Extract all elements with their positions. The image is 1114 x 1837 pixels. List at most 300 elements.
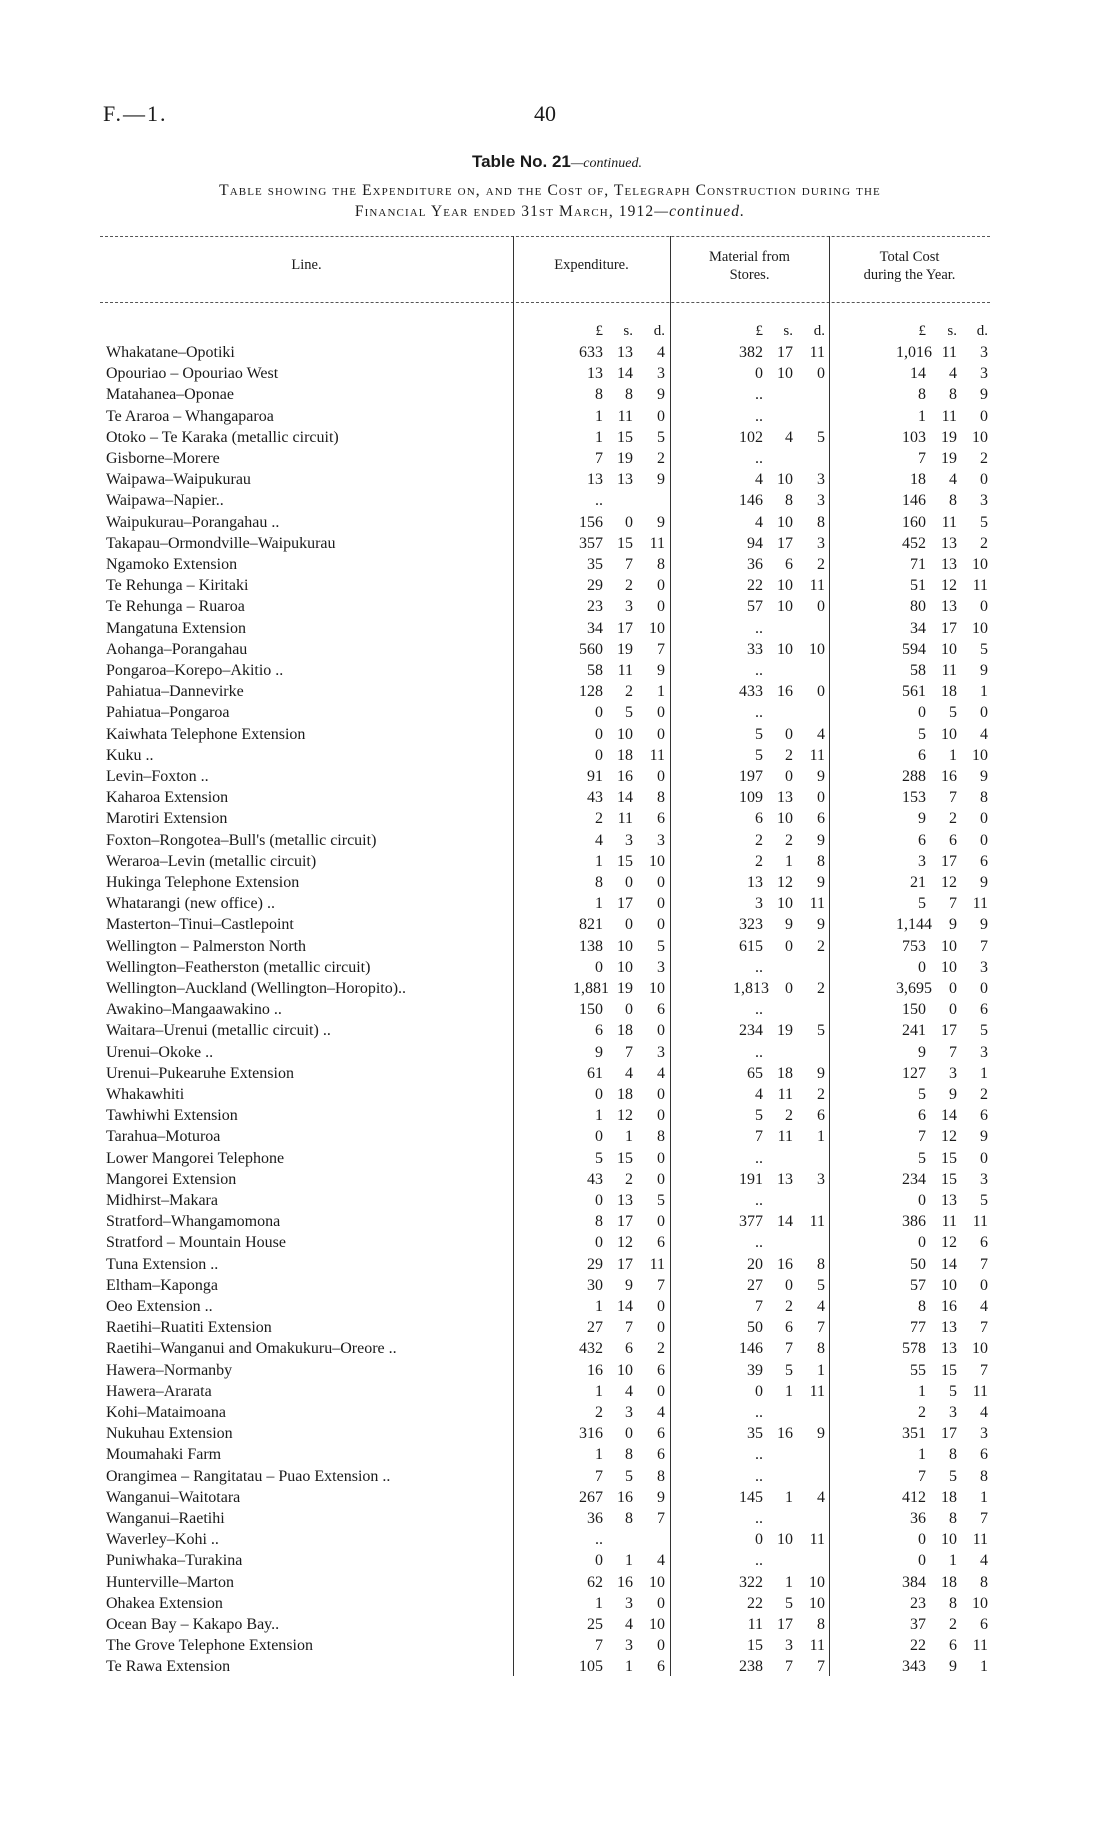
material-pounds: ..	[755, 1552, 763, 1570]
total-pence: 0	[980, 980, 988, 997]
material-pence: 11	[809, 1382, 825, 1400]
expenditure-shillings: 5	[625, 1467, 633, 1485]
total-pence: 1	[980, 1488, 988, 1506]
material-pence: 5	[817, 428, 825, 446]
line-name: Hawera–Ararata	[106, 1382, 212, 1400]
material-shillings: 19	[777, 1022, 793, 1040]
total-pence: 0	[980, 407, 988, 425]
line-name: Pongaroa–Korepo–Akitio ..	[106, 662, 284, 679]
total-pence: 0	[980, 704, 988, 722]
expenditure-shillings: 3	[625, 1404, 633, 1421]
expenditure-shillings: 3	[625, 598, 633, 616]
material-pounds: 4	[755, 513, 763, 531]
material-pounds: 145	[739, 1488, 763, 1506]
expenditure-pounds: 0	[595, 1234, 603, 1252]
line-name: Ngamoko Extension	[106, 556, 238, 573]
expenditure-pounds: 1	[595, 428, 603, 446]
table-row	[0, 596, 1114, 617]
material-shillings: 1	[785, 1573, 793, 1591]
material-shillings: 9	[785, 916, 793, 934]
material-pence: 10	[809, 1573, 825, 1591]
expenditure-pounds: 1	[595, 895, 603, 913]
table-row	[0, 639, 1114, 660]
total-pence: 9	[980, 916, 988, 934]
material-pounds: 39	[747, 1361, 763, 1379]
expenditure-shillings: 0	[625, 1425, 633, 1443]
table-row	[0, 872, 1114, 893]
page-number: 40	[534, 101, 556, 126]
total-pence: 6	[980, 1616, 988, 1633]
line-name: Midhirst–Makara	[106, 1192, 218, 1209]
line-name: Wellington – Palmerston North	[106, 937, 307, 955]
total-pence: 4	[980, 1552, 988, 1570]
expenditure-shillings: 15	[617, 1149, 633, 1167]
table-row	[0, 490, 1114, 511]
material-shillings: 4	[785, 428, 793, 446]
total-shillings: 13	[941, 1340, 957, 1358]
expenditure-shillings: 4	[625, 1616, 633, 1633]
material-pounds: 0	[755, 1531, 763, 1549]
total-shillings: 2	[949, 1616, 957, 1633]
material-pounds: 191	[739, 1170, 763, 1188]
table-row	[0, 745, 1114, 766]
table-row	[0, 406, 1114, 427]
material-pence: 7	[817, 1658, 825, 1676]
expenditure-pounds: 35	[587, 556, 603, 573]
expenditure-shillings: 2	[625, 1170, 633, 1188]
expenditure-pence: 10	[649, 619, 665, 637]
expenditure-pounds: 9	[595, 1043, 603, 1061]
expenditure-shillings: 15	[617, 534, 633, 552]
total-pence: 6	[980, 1446, 988, 1464]
material-pounds: 50	[747, 1319, 763, 1337]
total-pounds: 160	[902, 513, 926, 531]
total-pounds: 3,695	[896, 980, 932, 997]
expenditure-shillings: 14	[617, 1298, 633, 1315]
material-shillings: 10	[777, 513, 793, 531]
header-bottom-rule	[100, 302, 990, 303]
total-pence: 5	[980, 1192, 988, 1209]
expenditure-shillings: 9	[625, 1276, 633, 1294]
material-pounds: 20	[747, 1255, 763, 1273]
expenditure-pence: 2	[657, 1340, 665, 1358]
expenditure-shillings: 2	[625, 577, 633, 595]
line-name: Whakawhiti	[106, 1086, 185, 1103]
total-shillings: 12	[941, 577, 957, 595]
total-header-line-1: Total Cost	[879, 249, 940, 265]
total-shillings: 15	[941, 1149, 957, 1167]
line-name: Raetihi–Ruatiti Extension	[106, 1319, 272, 1337]
expenditure-shillings: 18	[617, 1022, 633, 1040]
total-pence: 0	[980, 471, 988, 489]
total-pence: 3	[980, 344, 988, 361]
total-header-line-2: during the Year.	[863, 267, 956, 283]
material-pounds: 382	[739, 344, 763, 361]
line-name: Orangimea – Rangitatau – Puao Extension ..	[106, 1467, 391, 1485]
material-pounds: 323	[739, 916, 763, 934]
line-name: Eltham–Kaponga	[106, 1276, 218, 1294]
total-shillings: 8	[949, 1510, 957, 1527]
table-row	[0, 618, 1114, 639]
expenditure-shillings: 1	[625, 1128, 633, 1146]
expenditure-shillings: 0	[625, 916, 633, 934]
material-pence: 0	[817, 365, 825, 383]
expenditure-shillings: 17	[617, 1255, 633, 1273]
material-pence: 11	[809, 895, 825, 913]
material-shillings: 10	[777, 577, 793, 595]
material-pounds: 7	[755, 1128, 763, 1146]
expenditure-shillings: 17	[617, 619, 633, 637]
total-shillings: 19	[941, 428, 957, 446]
expenditure-shillings: 5	[625, 704, 633, 722]
line-name: Oeo Extension ..	[106, 1298, 213, 1315]
material-shillings: 17	[777, 534, 793, 552]
material-shillings: 17	[777, 1616, 793, 1633]
total-pence: 4	[980, 1404, 988, 1421]
expenditure-pence: 10	[649, 852, 665, 870]
material-pounds: ..	[755, 1234, 763, 1252]
expenditure-pence: 4	[657, 1552, 665, 1570]
total-shillings: 6	[949, 1637, 957, 1655]
material-shillings: 5	[785, 1361, 793, 1379]
material-shillings: 10	[777, 640, 793, 658]
table-row	[0, 363, 1114, 384]
total-shillings: 17	[941, 852, 957, 870]
total-pounds: 23	[910, 1594, 926, 1612]
line-name: Weraroa–Levin (metallic circuit)	[106, 852, 317, 870]
table-row	[0, 1550, 1114, 1571]
expenditure-pounds: 43	[587, 1170, 603, 1188]
expenditure-pence: 0	[657, 577, 665, 595]
expenditure-shillings: 13	[617, 471, 633, 489]
expenditure-shillings: 7	[625, 556, 633, 573]
total-pence: 2	[980, 450, 988, 467]
material-pence: 11	[809, 1531, 825, 1549]
expenditure-pence: 6	[657, 1234, 665, 1252]
material-pounds: 0	[755, 1382, 763, 1400]
material-shillings: 3	[785, 1637, 793, 1655]
total-shillings: 5	[949, 704, 957, 722]
material-shillings: 11	[777, 1128, 793, 1146]
material-pounds: 2	[755, 852, 763, 870]
expenditure-pence: 0	[657, 916, 665, 934]
expenditure-shillings: 18	[617, 746, 633, 764]
line-name: Urenui–Pukearuhe Extension	[106, 1064, 294, 1082]
expenditure-pence: 0	[657, 407, 665, 425]
line-name: Whakatane–Opotiki	[106, 344, 235, 361]
total-pence: 8	[980, 1573, 988, 1591]
expenditure-shillings: 6	[625, 1340, 633, 1358]
material-pounds: 615	[739, 937, 763, 955]
line-name: Ohakea Extension	[106, 1594, 223, 1612]
expenditure-shillings: 16	[617, 768, 633, 785]
expenditure-pence: 3	[657, 1043, 665, 1061]
total-pounds: 0	[918, 704, 926, 722]
material-pence: 2	[817, 980, 825, 997]
material-shillings: 10	[777, 810, 793, 828]
line-name: Takapau–Ormondville–Waipukurau	[106, 534, 336, 552]
total-pounds: 9	[918, 810, 926, 828]
material-pence: 3	[817, 471, 825, 489]
total-pounds: 14	[910, 365, 926, 383]
material-pounds: ..	[755, 1467, 763, 1485]
expenditure-pence: 0	[657, 1298, 665, 1315]
material-pounds: ..	[755, 1001, 763, 1019]
material-pounds: ..	[755, 619, 763, 637]
table-row	[0, 1190, 1114, 1211]
expenditure-pounds: 105	[579, 1658, 603, 1676]
material-pence: 3	[817, 1170, 825, 1188]
line-name: Wellington–Auckland (Wellington–Horopito)..	[106, 980, 407, 997]
total-shillings: 16	[941, 768, 957, 785]
total-pounds: 5	[918, 1086, 926, 1103]
table-row	[0, 384, 1114, 405]
material-pounds: 22	[747, 577, 763, 595]
total-pounds: 8	[918, 386, 926, 404]
expenditure-pence: 1	[657, 683, 665, 701]
table-row	[0, 427, 1114, 448]
material-pence: 11	[809, 1213, 825, 1231]
material-pence: 11	[809, 1637, 825, 1655]
total-pounds: 3	[918, 852, 926, 870]
expenditure-pence: 10	[649, 980, 665, 997]
total-pounds: 1	[918, 407, 926, 425]
total-pounds: 18	[910, 471, 926, 489]
table-row	[0, 808, 1114, 829]
total-shillings: 10	[941, 1531, 957, 1549]
total-shillings: 1	[949, 746, 957, 764]
material-pounds: 13	[747, 874, 763, 891]
material-pence: 9	[817, 831, 825, 849]
total-shillings: 11	[941, 513, 957, 531]
material-pence: 7	[817, 1319, 825, 1337]
material-shillings: 16	[777, 1255, 793, 1273]
material-pounds: 35	[747, 1425, 763, 1443]
expenditure-pounds: 1	[595, 1107, 603, 1125]
material-pounds: 433	[739, 683, 763, 701]
total-pence: 10	[972, 428, 988, 446]
material-shillings: 11	[777, 1086, 793, 1103]
table-row	[0, 575, 1114, 596]
expenditure-pounds: 357	[579, 534, 603, 552]
material-pounds: 11	[747, 1616, 763, 1633]
table-row	[0, 448, 1114, 469]
material-pence: 9	[817, 1425, 825, 1443]
total-shillings: 12	[941, 874, 957, 891]
total-shillings: 11	[941, 662, 957, 679]
expenditure-pence: 0	[657, 1213, 665, 1231]
total-shillings: 11	[941, 1213, 957, 1231]
total-pounds: 71	[910, 556, 926, 573]
table-row	[0, 1402, 1114, 1423]
expenditure-pence: 8	[657, 556, 665, 573]
expenditure-shillings: 13	[617, 1192, 633, 1209]
expenditure-pence: 0	[657, 598, 665, 616]
column-header-line: Line.	[291, 257, 322, 273]
total-shillings: 4	[949, 471, 957, 489]
table-top-rule	[100, 236, 990, 237]
subtitle-line-2-text: Financial Year ended 31st March, 1912	[354, 203, 655, 220]
line-name: Nukuhau Extension	[106, 1425, 233, 1443]
total-pence: 5	[980, 1022, 988, 1040]
line-name: Otoko – Te Karaka (metallic circuit)	[106, 428, 339, 446]
expenditure-pounds: 27	[587, 1319, 603, 1337]
expenditure-pounds: 8	[595, 874, 603, 891]
material-pence: 2	[817, 556, 825, 573]
total-pence: 10	[972, 746, 988, 764]
expenditure-pounds: 138	[579, 937, 603, 955]
total-pounds: 36	[910, 1510, 926, 1527]
material-shillings: 13	[777, 1170, 793, 1188]
expenditure-shillings: 19	[617, 640, 633, 658]
total-pence: 6	[980, 1001, 988, 1019]
line-name: The Grove Telephone Extension	[106, 1637, 313, 1655]
material-shillings: 14	[777, 1213, 793, 1231]
material-shillings: 2	[785, 831, 793, 849]
total-shillings: 13	[941, 1319, 957, 1337]
total-shillings: 3	[949, 1404, 957, 1421]
total-pounds: 21	[910, 874, 926, 891]
total-pence: 4	[980, 1298, 988, 1315]
expenditure-pounds: 5	[595, 1149, 603, 1167]
table-row	[0, 999, 1114, 1020]
expenditure-pounds: 560	[579, 640, 603, 658]
material-shillings: 0	[785, 768, 793, 785]
line-name: Waipawa–Waipukurau	[106, 471, 251, 489]
material-shillings: 1	[785, 852, 793, 870]
expenditure-pence: 11	[649, 746, 665, 764]
expenditure-pence: 10	[649, 1573, 665, 1591]
material-shillings: 10	[777, 365, 793, 383]
material-pence: 9	[817, 768, 825, 785]
total-pounds: 6	[918, 746, 926, 764]
table-row	[0, 1020, 1114, 1041]
total-pounds: 22	[910, 1637, 926, 1655]
total-shillings: 8	[949, 1594, 957, 1612]
total-shillings: 12	[941, 1128, 957, 1146]
total-shillings: 0	[949, 980, 957, 997]
document-reference: F.—1.	[103, 101, 168, 126]
expenditure-shillings: 7	[625, 1043, 633, 1061]
expenditure-pence: 0	[657, 1594, 665, 1612]
total-pounds: 7	[918, 450, 926, 467]
table-subtitle	[100, 180, 1000, 222]
unit-pounds: £	[595, 323, 603, 339]
material-shillings: 16	[777, 1425, 793, 1443]
expenditure-shillings: 4	[625, 1382, 633, 1400]
total-pence: 6	[980, 852, 988, 870]
material-pence: 1	[817, 1128, 825, 1146]
expenditure-pounds: 1	[595, 407, 603, 425]
expenditure-pence: 0	[657, 704, 665, 722]
total-pence: 9	[980, 386, 988, 404]
material-pounds: ..	[755, 704, 763, 722]
material-pounds: ..	[755, 1192, 763, 1209]
material-pence: 2	[817, 937, 825, 955]
total-shillings: 9	[949, 1658, 957, 1676]
table-title-text: Table No. 21	[471, 152, 571, 171]
total-shillings: 14	[941, 1107, 957, 1125]
expenditure-shillings: 8	[625, 386, 633, 404]
line-name: Moumahaki Farm	[106, 1446, 222, 1464]
total-pounds: 146	[902, 492, 926, 510]
total-pence: 7	[980, 1361, 988, 1379]
material-shillings: 0	[785, 725, 793, 743]
expenditure-pence: 5	[657, 1192, 665, 1209]
total-pounds: 561	[902, 683, 926, 701]
expenditure-pence: 9	[657, 471, 665, 489]
expenditure-pounds: 30	[587, 1276, 603, 1294]
total-pounds: 55	[910, 1361, 926, 1379]
total-pence: 6	[980, 1234, 988, 1252]
total-pence: 7	[980, 1510, 988, 1527]
column-header-expenditure: Expenditure.	[554, 257, 629, 273]
total-pounds: 127	[902, 1064, 926, 1082]
table-row	[0, 957, 1114, 978]
total-pence: 10	[972, 619, 988, 637]
expenditure-pounds: 0	[595, 958, 603, 976]
expenditure-pence: 0	[657, 768, 665, 785]
material-pounds: 146	[739, 492, 763, 510]
total-shillings: 13	[941, 556, 957, 573]
unit-pence: d.	[813, 323, 825, 339]
line-name: Masterton–Tinui–Castlepoint	[106, 916, 294, 934]
expenditure-shillings: 12	[617, 1107, 633, 1125]
expenditure-pounds: 0	[595, 1128, 603, 1146]
line-name: Waitara–Urenui (metallic circuit) ..	[106, 1022, 331, 1040]
material-pounds: 5	[755, 1107, 763, 1125]
total-pence: 3	[980, 1170, 988, 1188]
line-name: Wellington–Featherston (metallic circuit)	[106, 958, 371, 976]
total-pence: 3	[980, 1043, 988, 1061]
total-pounds: 1,016	[896, 344, 932, 361]
line-name: Hukinga Telephone Extension	[106, 874, 300, 891]
expenditure-pounds: 7	[595, 1467, 603, 1485]
expenditure-pounds: ..	[595, 1531, 603, 1549]
expenditure-shillings: 0	[625, 513, 633, 531]
total-pence: 10	[972, 1594, 988, 1612]
line-name: Ocean Bay – Kakapo Bay..	[106, 1616, 280, 1633]
material-pounds: ..	[755, 958, 763, 976]
expenditure-shillings: 14	[617, 789, 633, 807]
expenditure-pounds: 0	[595, 1552, 603, 1570]
material-pounds: 1,813	[733, 980, 769, 997]
line-name: Pahiatua–Dannevirke	[106, 683, 244, 701]
material-shillings: 5	[785, 1594, 793, 1612]
table-row	[0, 1381, 1114, 1402]
material-pounds: 33	[747, 640, 763, 658]
expenditure-shillings: 10	[617, 725, 633, 743]
subtitle-suffix: —continued.	[654, 203, 746, 220]
unit-pounds: £	[918, 323, 926, 339]
total-pounds: 343	[902, 1658, 926, 1676]
total-pence: 11	[972, 1213, 988, 1231]
expenditure-pence: 10	[649, 1616, 665, 1633]
unit-shillings: s.	[947, 323, 957, 339]
total-pounds: 9	[918, 1043, 926, 1061]
table-title	[0, 152, 1114, 172]
material-pounds: ..	[755, 1446, 763, 1464]
total-pounds: 0	[918, 1531, 926, 1549]
table-row	[0, 1593, 1114, 1614]
expenditure-pence: 0	[657, 1149, 665, 1167]
expenditure-shillings: 19	[617, 980, 633, 997]
table-row	[0, 1063, 1114, 1084]
subtitle-line-1: Table showing the Expenditure on, and the Cost of, Telegraph Construction during the	[219, 182, 881, 199]
table-row	[0, 1126, 1114, 1147]
material-pence: 0	[817, 789, 825, 807]
expenditure-shillings: 10	[617, 937, 633, 955]
